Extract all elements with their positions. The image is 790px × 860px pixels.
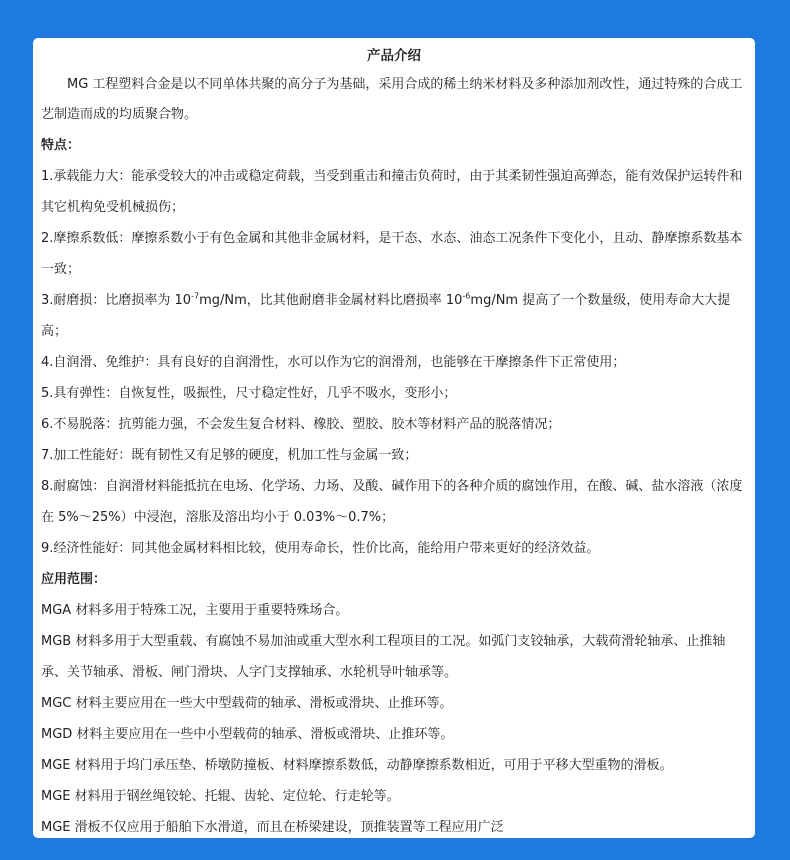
feature-3-text-a: 3.耐磨损：比磨损率为 10 (41, 293, 192, 308)
page-title: 产品介绍 (367, 48, 421, 64)
feature-item-6: 6.不易脱落：抗剪能力强，不会发生复合材料、橡胶、塑胶、胶木等材料产品的脱落情况； (41, 417, 561, 432)
feature-item-2: 2.摩擦系数低：摩擦系数小于有色金属和其他非金属材料，是干态、水态、油态工况条件下变化小，且动、静摩擦系数基本一致； (41, 231, 743, 277)
application-mge-3: MGE 滑板不仅应用于船舶下水滑道，而且在桥梁建设，顶推装置等工程应用广泛 (41, 820, 504, 835)
feature-item-5: 5.具有弹性：自恢复性，吸振性，尺寸稳定性好，几乎不吸水，变形小； (41, 386, 457, 401)
application-mge-2: MGE 材料用于钢丝绳铰轮、托辊、齿轮、定位轮、行走轮等。 (41, 789, 400, 804)
feature-item-3 (41, 285, 747, 347)
application-mgc: MGC 材料主要应用在一些大中型载荷的轴承、滑板或滑块、止推环等。 (41, 696, 453, 711)
application-mgd: MGD 材料主要应用在一些中小型载荷的轴承、滑板或滑块、止推环等。 (41, 727, 454, 742)
product-intro-card (33, 38, 755, 838)
feature-item-9: 9.经济性能好：同其他金属材料相比较，使用寿命长，性价比高，能给用户带来更好的经济效益。 (41, 541, 600, 556)
feature-3-text-c: mg/Nm 提高了一个数量级，使用寿命大大提高； (41, 293, 731, 339)
features-heading: 特点： (41, 138, 81, 153)
feature-3-exponent-2: -6 (462, 291, 471, 301)
feature-3-text-b: mg/Nm，比其他耐磨非金属材料比磨损率 10 (199, 293, 463, 308)
application-mge-1: MGE 材料用于坞门承压垫、桥墩防撞板、材料摩擦系数低，动静摩擦系数相近，可用于平移大型重物的滑板。 (41, 758, 673, 773)
applications-heading: 应用范围： (41, 572, 107, 587)
feature-item-4: 4.自润滑、免维护：具有良好的自润滑性，水可以作为它的润滑剂，也能够在干摩擦条件下正常使用； (41, 355, 626, 370)
application-mga: MGA 材料多用于特殊工况，主要用于重要特殊场合。 (41, 603, 349, 618)
feature-item-7: 7.加工性能好：既有韧性又有足够的硬度，机加工性与金属一致； (41, 448, 418, 463)
feature-3-exponent-1: -7 (191, 291, 200, 301)
feature-item-1: 1.承载能力大：能承受较大的冲击或稳定荷载，当受到重击和撞击负荷时，由于其柔韧性强迫高弹态，能有效保护运转件和其它机构免受机械损伤； (41, 169, 743, 215)
feature-item-8: 8.耐腐蚀：自润滑材料能抵抗在电场、化学场、力场、及酸、碱作用下的各种介质的腐蚀作用，在酸、碱、盐水溶液（浓度在 5%～25%）中浸泡，溶胀及溶出均小于 0.03%～0.7%； (41, 479, 743, 525)
application-mgb: MGB 材料多用于大型重载、有腐蚀不易加油或重大型水利工程项目的工况。如弧门支铰轴承，大载荷滑轮轴承、止推轴承、关节轴承、滑板、闸门滑块、人字门支撑轴承、水轮机导叶轴承等。 (41, 634, 726, 680)
intro-paragraph: MG 工程塑料合金是以不同单体共聚的高分子为基础，采用合成的稀土纳米材料及多种添加剂改性，通过特殊的合成工艺制造而成的均质聚合物。 (41, 77, 743, 122)
